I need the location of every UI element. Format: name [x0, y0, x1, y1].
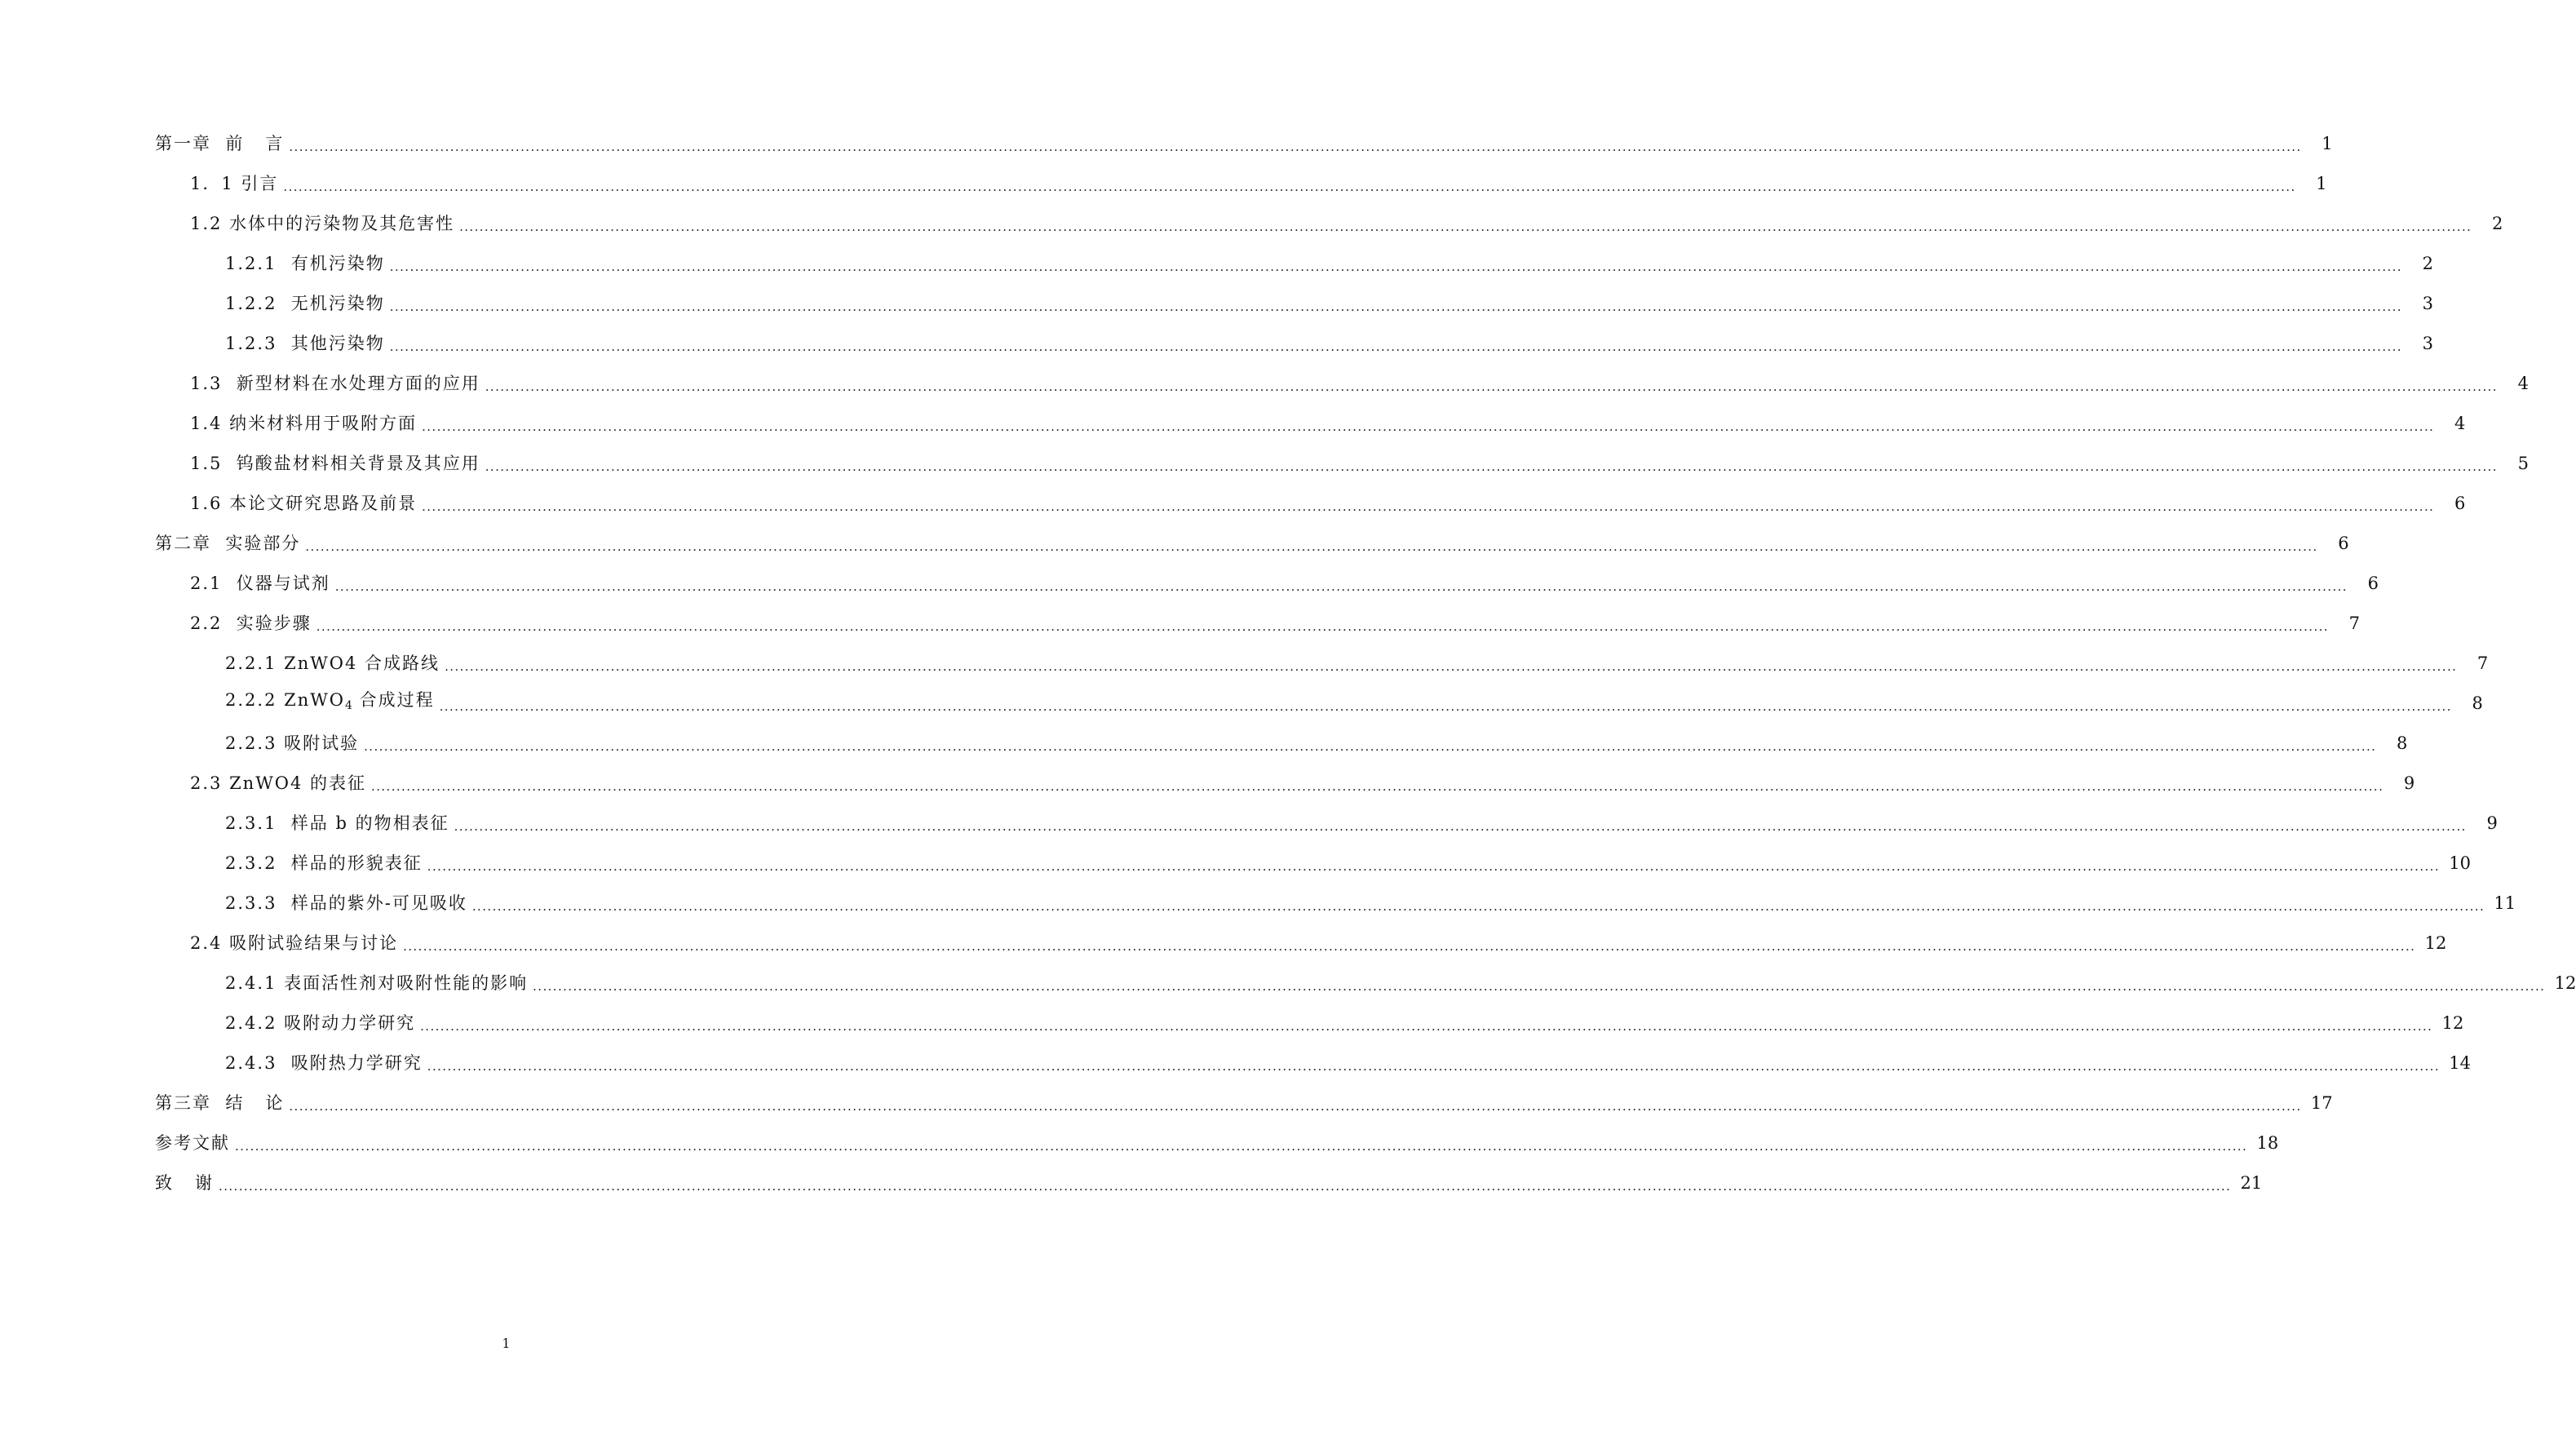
toc-entry-label: 2.2.1 ZnWO4 合成路线: [225, 653, 440, 673]
toc-entry-label: 2.2.3 吸附试验: [225, 733, 360, 753]
toc-entry-1-6[interactable]: [190, 483, 2466, 523]
leader-dots: ................................................................................................................................................................................................................................................................................................................................................................................................................: [289, 139, 2302, 154]
toc-entry-label: 2.3.1 样品 b 的物相表征: [225, 813, 449, 833]
toc-entry-page: 8: [2396, 733, 2408, 753]
page-number: 1: [502, 1336, 511, 1351]
toc-entry-label: 2.3.2 样品的形貌表征: [225, 853, 423, 873]
toc-entry-page: 9: [2486, 813, 2498, 833]
leader-dots: ................................................................................................................................................................................................................................................................................................................................................................................................................: [389, 259, 2403, 274]
toc-entry-2-4-3[interactable]: [225, 1043, 2472, 1083]
toc-entry-label: 第一章 前 言: [155, 133, 285, 153]
toc-entry-page: 2: [2491, 213, 2503, 233]
toc-entry-2-2-1[interactable]: [225, 643, 2489, 683]
toc-entry-page: 17: [2310, 1092, 2333, 1113]
leader-dots: ................................................................................................................................................................................................................................................................................................................................................................................................................: [364, 738, 2377, 754]
toc-entry-page: 6: [2454, 493, 2466, 513]
toc-entry-page: 21: [2240, 1172, 2263, 1193]
toc-entry-2-4[interactable]: [190, 923, 2447, 963]
leader-dots: ................................................................................................................................................................................................................................................................................................................................................................................................................: [334, 578, 2348, 594]
toc-entry-page: 6: [2338, 533, 2349, 553]
toc-entry-page: 11: [2494, 893, 2516, 913]
toc-entry-page: 4: [2517, 373, 2529, 393]
toc-entry-acknowledgements[interactable]: [155, 1163, 2263, 1203]
toc-entry-2-3-1[interactable]: [225, 803, 2498, 843]
toc-entry-label-main: 2.2.2 ZnWO: [225, 690, 346, 710]
toc-entry-label: 1.2.3 其他污染物: [225, 333, 385, 353]
toc-entry-label: 2.1 仪器与试剂: [190, 573, 330, 593]
leader-dots: ................................................................................................................................................................................................................................................................................................................................................................................................................: [420, 1018, 2433, 1034]
toc-entry-label: 1.2 水体中的污染物及其危害性: [190, 213, 455, 233]
toc-entry-1-2-3[interactable]: [225, 323, 2434, 363]
toc-entry-1-4[interactable]: [190, 403, 2466, 443]
toc-entry-label: [225, 690, 435, 716]
toc-entry-1-1[interactable]: [190, 163, 2327, 203]
toc-entry-label: 2.3.3 样品的紫外-可见吸收: [225, 893, 467, 913]
toc-entry-label: 致 谢: [155, 1172, 215, 1193]
toc-entry-2-2-3[interactable]: [225, 723, 2408, 763]
toc-entry-1-2-2[interactable]: [225, 283, 2434, 323]
leader-dots: ................................................................................................................................................................................................................................................................................................................................................................................................................: [389, 339, 2403, 354]
leader-dots: ................................................................................................................................................................................................................................................................................................................................................................................................................: [305, 538, 2318, 554]
leader-dots: ................................................................................................................................................................................................................................................................................................................................................................................................................: [289, 1098, 2302, 1114]
leader-dots: ................................................................................................................................................................................................................................................................................................................................................................................................................: [427, 1058, 2441, 1074]
toc-entry-label: 1.5 钨酸盐材料相关背景及其应用: [190, 453, 480, 473]
leader-dots: ................................................................................................................................................................................................................................................................................................................................................................................................................: [439, 698, 2452, 714]
toc-entry-page: 7: [2348, 613, 2360, 633]
toc-entry-2-3[interactable]: [190, 763, 2415, 803]
toc-entry-references[interactable]: [155, 1123, 2279, 1163]
toc-entry-label: 2.4 吸附试验结果与讨论: [190, 933, 399, 953]
toc-entry-page: 10: [2449, 853, 2472, 873]
toc-entry-page: 14: [2449, 1052, 2472, 1073]
leader-dots: ................................................................................................................................................................................................................................................................................................................................................................................................................: [471, 898, 2485, 914]
toc-entry-1-2[interactable]: [190, 203, 2503, 243]
toc-entry-label-rest: 合成过程: [352, 690, 435, 710]
toc-entry-2-3-3[interactable]: [225, 883, 2516, 923]
toc-entry-label: 第三章 结 论: [155, 1092, 285, 1113]
toc-entry-page: 4: [2454, 413, 2466, 433]
leader-dots: ................................................................................................................................................................................................................................................................................................................................................................................................................: [219, 1178, 2232, 1194]
toc-entry-label: 1.4 纳米材料用于吸附方面: [190, 413, 418, 433]
toc-entry-label: 1.2.1 有机污染物: [225, 253, 385, 273]
toc-entry-2-4-2[interactable]: [225, 1003, 2464, 1043]
leader-dots: ................................................................................................................................................................................................................................................................................................................................................................................................................: [533, 978, 2546, 994]
toc-entry-page: 18: [2256, 1132, 2279, 1153]
toc-entry-page: 1: [2316, 173, 2327, 193]
toc-entry-label: 第二章 实验部分: [155, 533, 301, 553]
toc-entry-label: 2.3 ZnWO4 的表征: [190, 773, 367, 793]
leader-dots: ................................................................................................................................................................................................................................................................................................................................................................................................................: [454, 818, 2467, 834]
leader-dots: ................................................................................................................................................................................................................................................................................................................................................................................................................: [427, 858, 2441, 874]
toc-entry-2-2[interactable]: [190, 603, 2360, 643]
leader-dots: ................................................................................................................................................................................................................................................................................................................................................................................................................: [403, 938, 2416, 954]
toc-entry-1-5[interactable]: [190, 443, 2529, 483]
table-of-contents: [0, 123, 2576, 1203]
toc-entry-2-3-2[interactable]: [225, 843, 2472, 883]
toc-entry-page: 12: [2441, 1012, 2464, 1033]
toc-entry-1-3[interactable]: [190, 363, 2529, 403]
toc-entry-page: 3: [2422, 333, 2434, 353]
leader-dots: ................................................................................................................................................................................................................................................................................................................................................................................................................: [422, 498, 2435, 514]
toc-entry-page: 5: [2517, 453, 2529, 473]
toc-entry-label: 参考文献: [155, 1132, 230, 1153]
toc-entry-chapter-1[interactable]: [155, 123, 2333, 163]
toc-entry-label: 2.4.2 吸附动力学研究: [225, 1012, 416, 1033]
leader-dots: ................................................................................................................................................................................................................................................................................................................................................................................................................: [485, 379, 2498, 394]
leader-dots: ................................................................................................................................................................................................................................................................................................................................................................................................................: [485, 459, 2498, 474]
toc-entry-2-4-1[interactable]: [225, 963, 2576, 1003]
toc-entry-page: 12: [2424, 933, 2447, 953]
leader-dots: ................................................................................................................................................................................................................................................................................................................................................................................................................: [316, 618, 2329, 634]
leader-dots: ................................................................................................................................................................................................................................................................................................................................................................................................................: [445, 658, 2458, 674]
toc-entry-2-2-2[interactable]: [225, 683, 2483, 723]
toc-entry-chapter-2[interactable]: [155, 523, 2349, 563]
toc-entry-label: 1.6 本论文研究思路及前景: [190, 493, 418, 513]
toc-entry-page: 6: [2367, 573, 2379, 593]
leader-dots: ................................................................................................................................................................................................................................................................................................................................................................................................................: [235, 1138, 2248, 1154]
toc-entry-label: 1．1 引言: [190, 173, 279, 193]
toc-entry-label: 2.4.3 吸附热力学研究: [225, 1052, 423, 1073]
toc-entry-page: 9: [2403, 773, 2415, 793]
toc-entry-label: 2.4.1 表面活性剂对吸附性能的影响: [225, 972, 529, 993]
leader-dots: ................................................................................................................................................................................................................................................................................................................................................................................................................: [283, 179, 2296, 194]
toc-entry-page: 12: [2554, 972, 2576, 993]
toc-entry-page: 1: [2321, 133, 2333, 153]
leader-dots: ................................................................................................................................................................................................................................................................................................................................................................................................................: [422, 419, 2435, 434]
toc-entry-2-1[interactable]: [190, 563, 2379, 603]
subscript: 4: [345, 699, 352, 712]
leader-dots: ................................................................................................................................................................................................................................................................................................................................................................................................................: [459, 219, 2472, 234]
toc-entry-page: 2: [2422, 253, 2434, 273]
toc-entry-chapter-3[interactable]: [155, 1083, 2333, 1123]
leader-dots: ................................................................................................................................................................................................................................................................................................................................................................................................................: [389, 299, 2403, 314]
toc-entry-page: 3: [2422, 293, 2434, 313]
toc-entry-page: 8: [2472, 693, 2483, 713]
toc-entry-label: 1.3 新型材料在水处理方面的应用: [190, 373, 480, 393]
toc-entry-label: 1.2.2 无机污染物: [225, 293, 385, 313]
toc-entry-page: 7: [2476, 653, 2489, 673]
toc-entry-label: 2.2 实验步骤: [190, 613, 312, 633]
toc-entry-1-2-1[interactable]: [225, 243, 2434, 283]
leader-dots: ................................................................................................................................................................................................................................................................................................................................................................................................................: [371, 778, 2384, 794]
